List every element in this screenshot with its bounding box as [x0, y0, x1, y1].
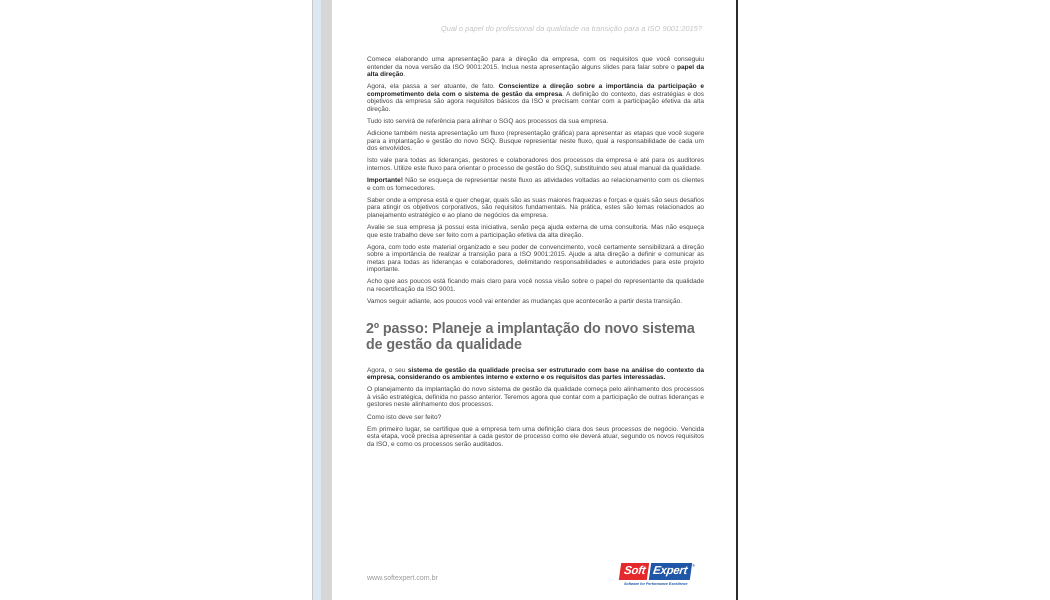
paragraph [367, 244, 704, 274]
text-run: Saber onde a empresa está e quer chegar, quais são as suas maiores fraquezas e forças e quais são seus desafios para atingir os objetivos corporativos, são requisitos fundamentais. Na prática, estes são temas relacionados ao planejamento estratégico e ao plano de negócios da empresa. [367, 196, 704, 219]
logo-wordmark [620, 563, 700, 580]
text-run: Não se esqueça de representar neste fluxo as atividades voltadas ao relacionamento com os clientes e com os fornecedores. [367, 177, 704, 192]
paragraph [367, 224, 704, 239]
text-run: Agora, ela passa a ser atuante, de fato. [367, 83, 499, 91]
bold-text: Conscientize a direção sobre a importância da participação e comprometimento dela com o sistema de gestão da empresa [367, 83, 704, 98]
paragraph [367, 130, 704, 153]
registered-mark-icon: ® [692, 563, 696, 568]
bold-text: Importante! [367, 177, 404, 185]
paragraph [367, 278, 704, 293]
body-paragraphs [367, 56, 704, 306]
text-run: Agora, com todo este material organizado e seu poder de convencimento, você certamente sensibilizará a direção sobre a importância de realizar a transição para a ISO 9001:2015. Ajude a alta direção a definir e comunicar as metas para todas as lideranças e colaboradores, delimitando responsabilidades e autoridades para este projeto importante. [367, 243, 704, 274]
paragraph [367, 118, 704, 126]
logo-tagline: Software for Performance Excellence [624, 582, 688, 586]
text-run: Em primeiro lugar, se certifique que a empresa tem uma definição clara dos seus processos de negócio. Vencida esta etapa, você precisa apresentar a cada gestor de processo como ele deverá atuar, segundo os novos requisitos da ISO, e como os processos serão auditados. [367, 425, 704, 448]
paragraph [367, 426, 704, 449]
section-paragraphs [367, 367, 704, 449]
text-run: . A definição do contexto, das estratégias e dos objetivos da empresa são agora requisitos básicos da ISO e precisam contar com a participação efetiva da alta direção. [367, 90, 704, 113]
text-run: . [403, 71, 406, 79]
document-page [332, 0, 736, 600]
softexpert-logo [620, 563, 700, 591]
paragraph [367, 197, 704, 220]
paragraph [367, 157, 704, 172]
bold-text: sistema de gestão da qualidade precisa ser estruturado com base na análise do contexto da empresa, considerando os ambientes interno e externo e os requisitos das partes interessadas. [367, 366, 704, 382]
paragraph [367, 386, 704, 409]
page-gutter [321, 0, 332, 600]
paragraph [367, 83, 704, 113]
paragraph [367, 414, 704, 422]
bold-text: papel da alta direção [367, 63, 704, 79]
footer-url[interactable]: www.softexpert.com.br [367, 575, 438, 582]
running-header: Qual o papel do profissional da qualidade na transição para a ISO 9001:2015? [440, 24, 702, 33]
logo-soft-text: Soft [619, 563, 650, 580]
section-spacer [367, 354, 704, 367]
paragraph [367, 177, 704, 192]
text-run: O planejamento da implantação do novo sistema de gestão da qualidade começa pelo alinhamento dos processos à visão estratégica, definida no passo anterior. Teremos agora que contar com a participação de outras lideranças e gestores neste alinhamento dos processos. [367, 386, 704, 409]
text-run: Tudo isto servirá de referência para alinhar o SGQ aos processos da sua empresa. [367, 118, 609, 126]
paragraph [367, 298, 704, 306]
paragraph [367, 56, 704, 79]
paragraph [367, 367, 704, 382]
text-run: Vamos seguir adiante, aos poucos você vai entender as mudanças que acontecerão a partir desta transição. [367, 298, 683, 306]
thumbnail-pane-strip [313, 0, 321, 600]
text-run: Acho que aos poucos está ficando mais claro para você nossa visão sobre o papel do representante da qualidade na recertificação da ISO 9001. [367, 278, 704, 294]
text-run: Agora, o seu [367, 366, 408, 374]
logo-expert-text: Expert [649, 563, 692, 580]
text-run: Isto vale para todas as lideranças, gestores e colaboradores dos processos da empresa e até para os auditores internos. Utilize este fluxo para orientar o processo de gestão do SGQ, substituindo seu atual manual da qualidade. [367, 157, 704, 172]
text-run: Comece elaborando uma apresentação para a direção da empresa, com os requisitos que você conseguiu entender da nova versão da ISO 9001:2015. Inclua nesta apresentação alguns slides para falar sobre o [367, 56, 704, 71]
viewer-right-border [736, 0, 738, 600]
section-title: 2º passo: Planeje a implantação do novo sistema de gestão da qualidade [366, 320, 695, 354]
text-run: Adicione também nesta apresentação um fluxo (representação gráfica) para apresentar as etapas que você sugere para a implantação e gestão do novo SGQ. Busque representar neste fluxo, qual a responsabilidade de cada um dos envolvidos. [367, 130, 704, 153]
text-run: Avalie se sua empresa já possui esta iniciativa, senão peça ajuda externa de uma consultoria. Mas não esqueça que este trabalho deve ser feito com a participação efetiva da alta direção. [367, 224, 704, 239]
page-content [367, 56, 704, 453]
text-run: Como isto deve ser feito? [367, 413, 442, 421]
